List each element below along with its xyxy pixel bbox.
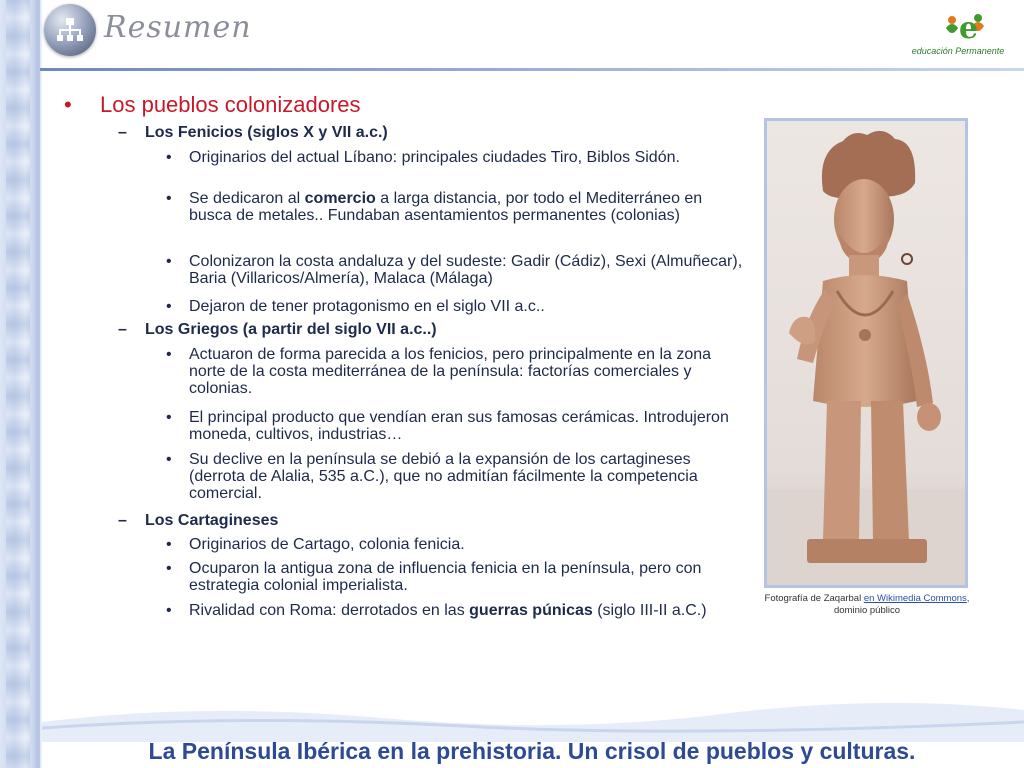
bullet-icon: • [64,92,72,117]
list-item-text: Ocuparon la antigua zona de influencia fenicia en la península, pero con estrategia colonial imperialista. [189,560,702,594]
header-rule [40,68,1024,71]
wikimedia-link[interactable]: en Wikimedia Commons [863,593,967,604]
subheading-text: Los Cartagineses [145,512,279,529]
list-item-text: Colonizaron la costa andaluza y del sudeste: Gadir (Cádiz), Sexi (Almuñecar), Baria (Villaricos/Almería), Malaca (Málaga) [189,253,743,287]
photo-caption: Fotografía de Zaqarbal en Wikimedia Commons, dominio público [764,593,970,616]
dash-icon: – [118,124,127,141]
dash-icon: – [118,512,127,529]
bullet-icon: • [166,253,172,270]
dash-icon: – [118,321,127,338]
left-ribbon [6,0,30,768]
subheading-text: Los Fenicios (siglos X y VII a.c.) [145,124,388,141]
left-vertical-rule [36,0,40,768]
site-logo-icon [44,4,96,56]
bullet-icon: • [166,560,172,577]
bullet-icon: • [166,602,172,619]
bullet-icon: • [166,298,172,315]
bullet-icon: • [166,451,172,468]
list-item-text: Dejaron de tener protagonismo en el siglo VII a.c.. [189,298,545,315]
bullet-icon: • [166,190,172,207]
bullet-icon: • [166,536,172,553]
footer-title: La Península Ibérica en la prehistoria. Un crisol de pueblos y culturas. [148,738,916,764]
logo-brand-text: educación Permanente [911,46,1005,56]
bullet-icon: • [166,149,172,166]
svg-text:e: e [959,11,979,46]
list-item-text: Se dedicaron al comercio a larga distancia, por todo el Mediterráneo en busca de metales.. Fundaban asentamientos permanentes (colonias) [189,190,703,224]
subheading-text: Los Griegos (a partir del siglo VII a.c..) [145,321,437,338]
list-item-text: Su declive en la península se debió a la expansión de los cartagineses (derrota de Alalia, 535 a.C.), que no admitían fácilmente la competencia comercial. [189,451,698,502]
bullet-icon: • [166,346,172,363]
list-item-text: El principal producto que vendían eran sus famosas cerámicas. Introdujeron moneda, cultivos, industrias… [189,409,729,443]
list-item-text: Rivalidad con Roma: derrotados en las guerras púnicas (siglo III-II a.C.) [189,602,707,619]
list-item-text: Actuaron de forma parecida a los fenicios, pero principalmente en la zona norte de la costa mediterránea de la península: factorías comerciales y colonias. [189,346,712,397]
figurine-photo [764,118,968,588]
footer-wave-decoration [42,692,1024,742]
bullet-icon: • [166,409,172,426]
page-title: Resumen [104,10,252,45]
list-item-text: Originarios del actual Líbano: principales ciudades Tiro, Biblos Sidón. [189,149,680,166]
list-item-text: Originarios de Cartago, colonia fenicia. [189,536,465,553]
heading-text: Los pueblos colonizadores [100,92,361,117]
